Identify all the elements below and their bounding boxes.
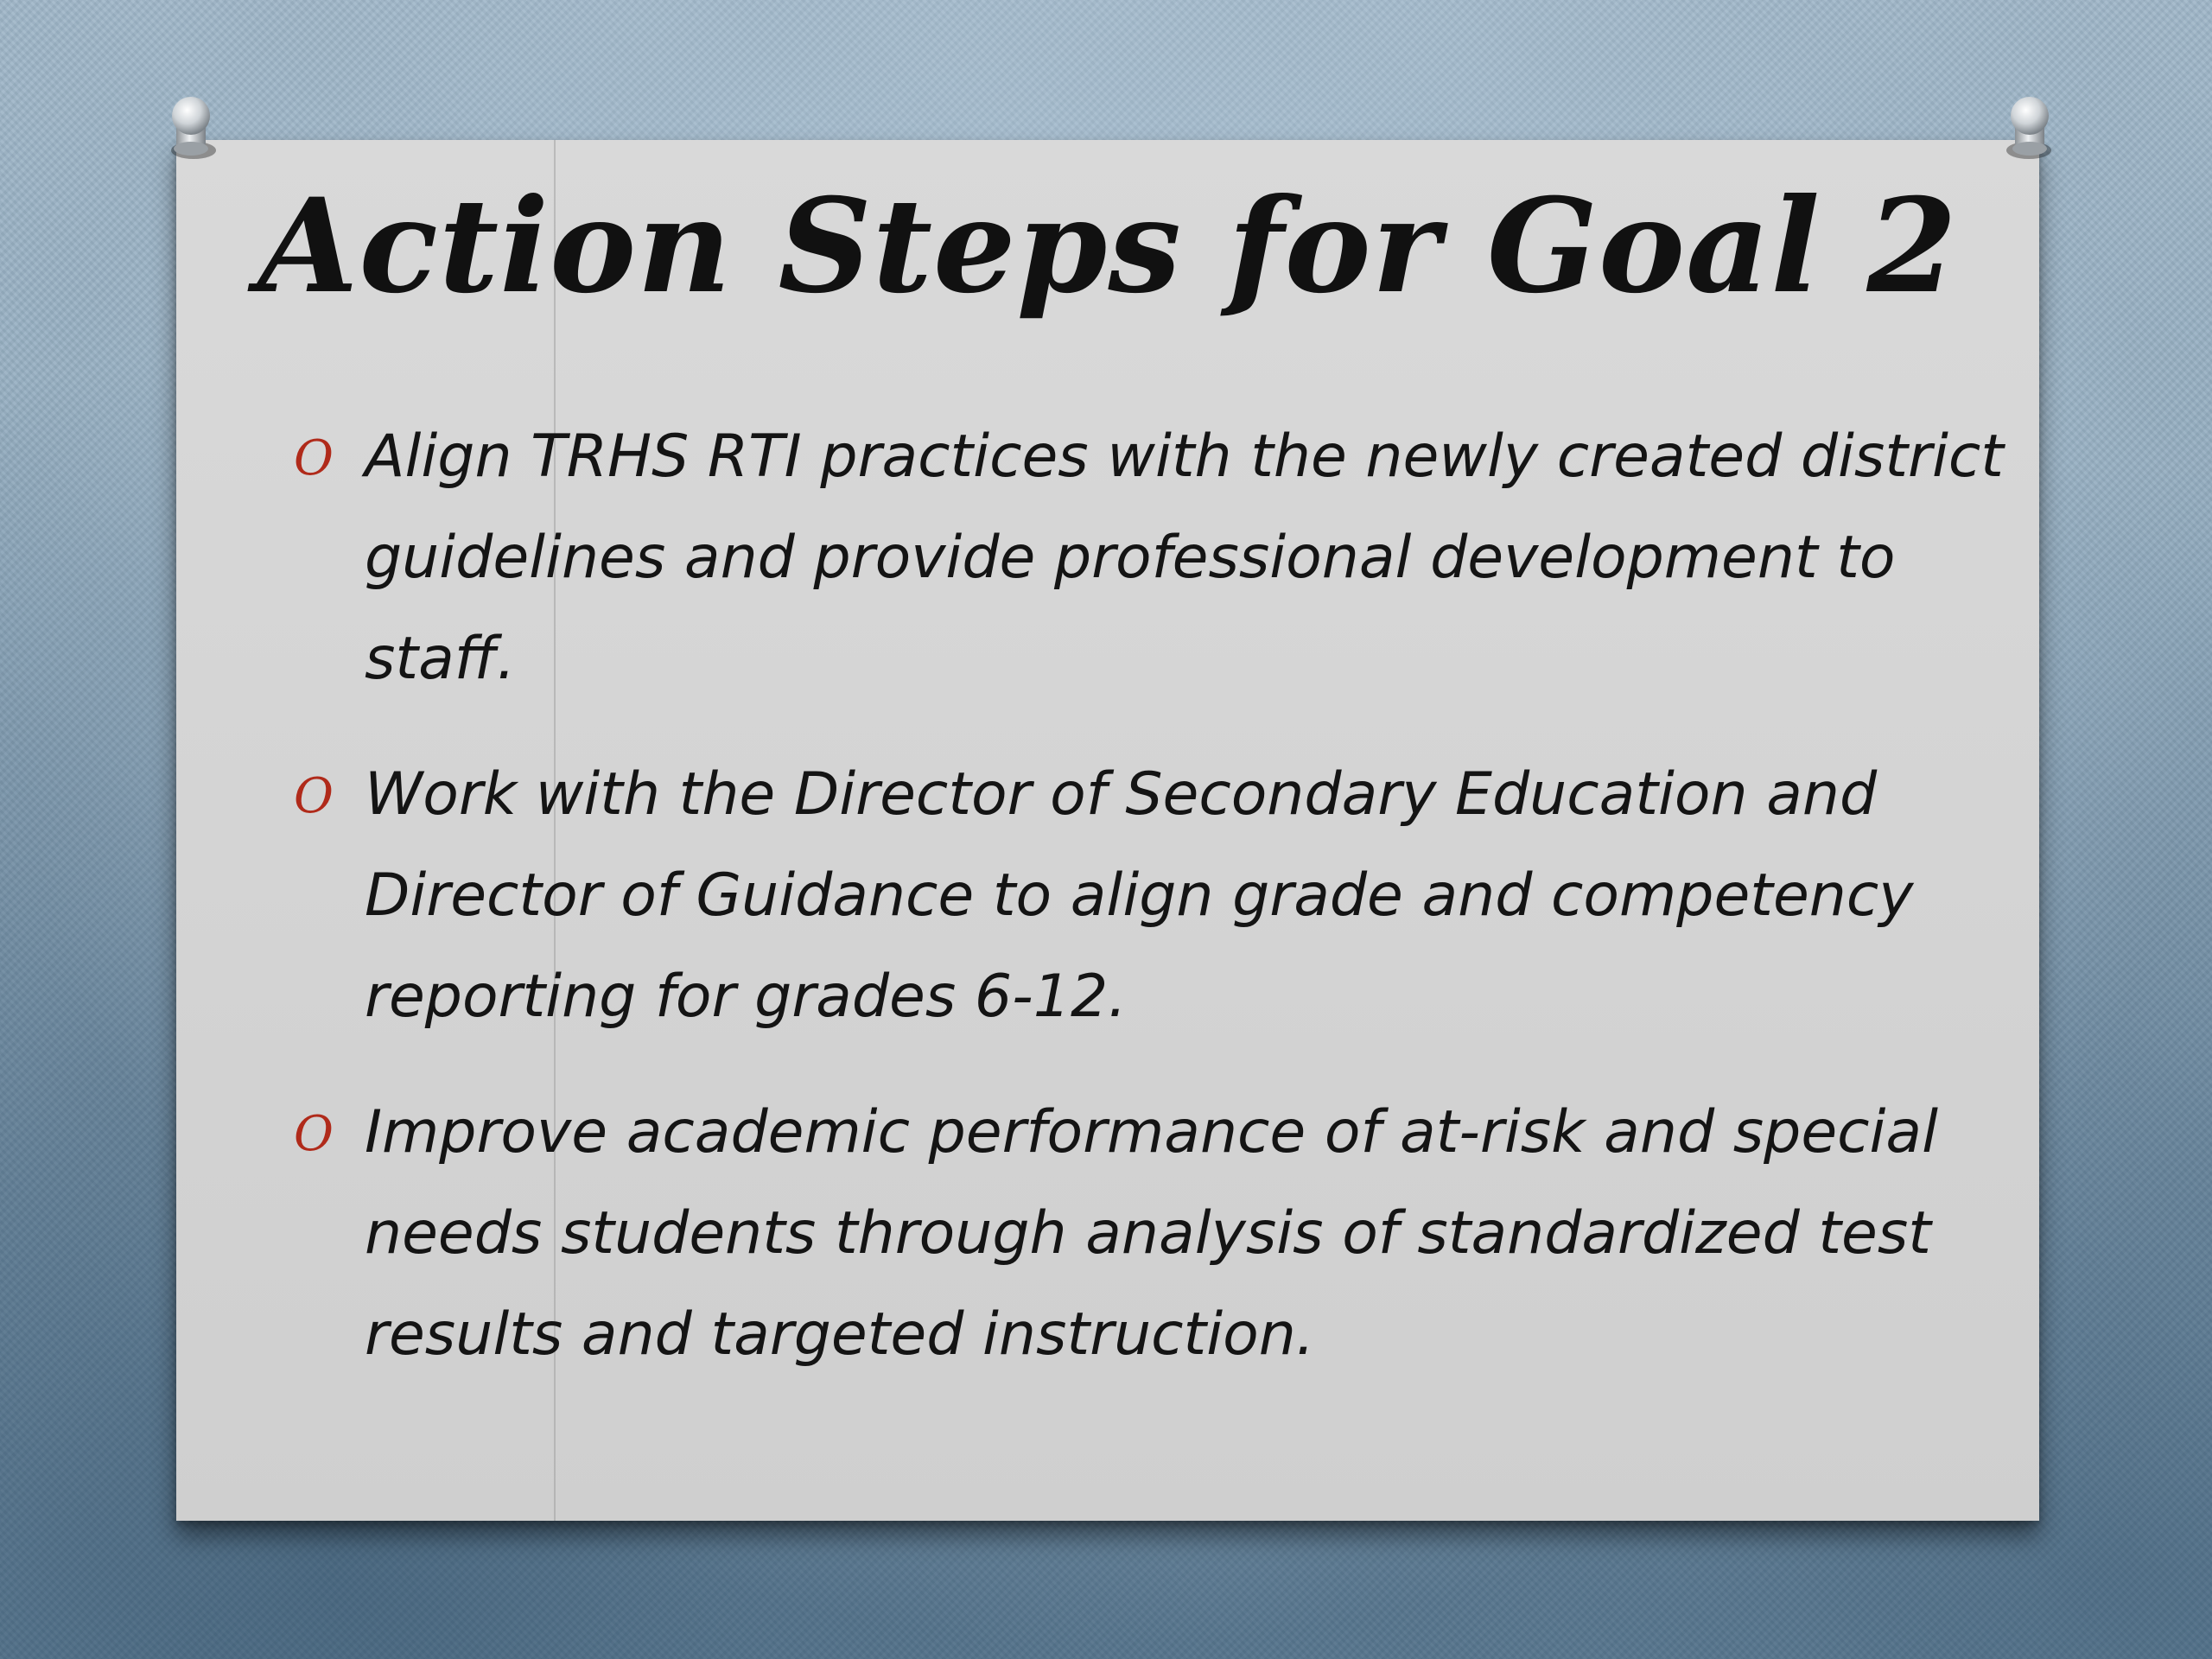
push-pin-left-icon [156,93,226,164]
slide-title: Action Steps for Goal 2 [257,170,1958,322]
bullet-text: Improve academic performance of at-risk and special needs students through analysis of standardized test results and targeted instruction. [365,1098,1938,1369]
bullet-item [294,406,2005,709]
bullet-marker-icon: O [294,430,334,486]
push-pin-right-icon [1994,93,2065,164]
bullet-text: Work with the Director of Secondary Education and Director of Guidance to align grade and competency reporting for grades 6-12. [365,760,1914,1031]
bullet-item [294,1082,2005,1385]
bullet-marker-icon: O [294,1106,334,1162]
bullet-marker-icon: O [294,768,334,824]
bullet-list [294,406,2005,1420]
bullet-text: Align TRHS RTI practices with the newly created district guidelines and provide professional development to staff. [365,423,2004,693]
bullet-item [294,744,2005,1047]
